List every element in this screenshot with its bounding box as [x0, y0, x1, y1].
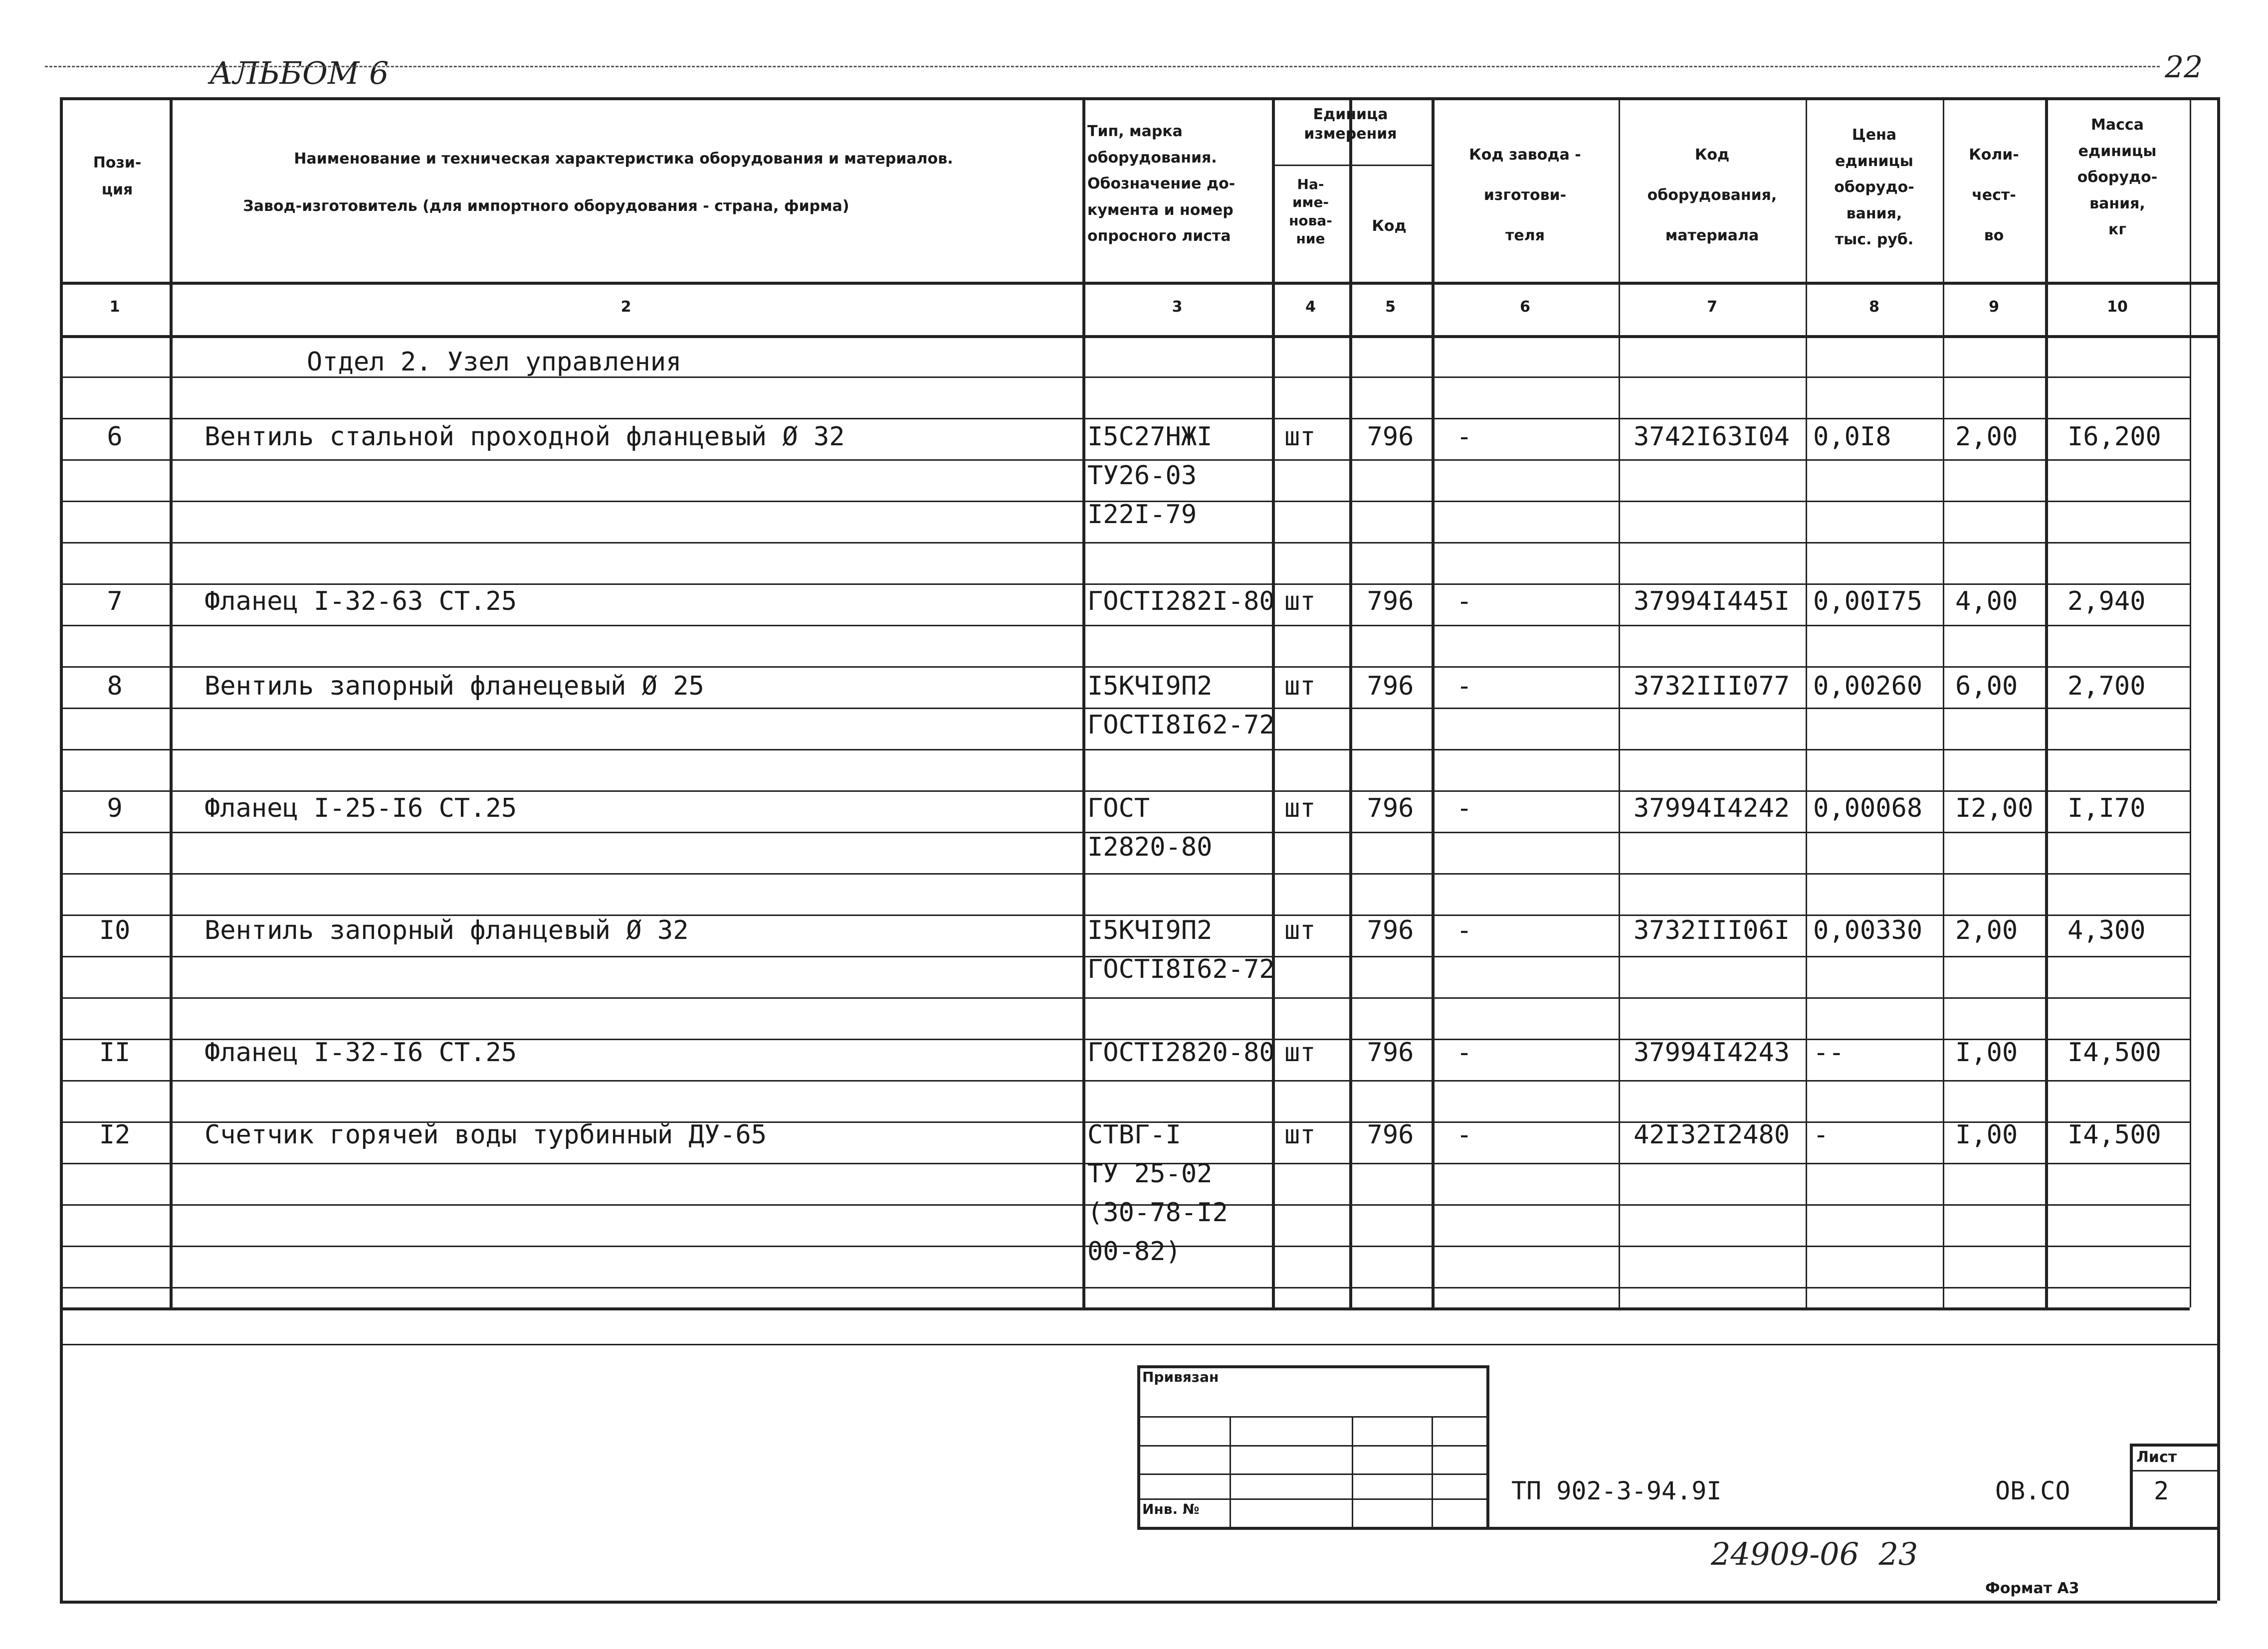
column-number: 8 [1869, 298, 1879, 316]
title-block-rule [1137, 1498, 1486, 1500]
row-name: Вентиль запорный фланецевый Ø 25 [205, 671, 704, 701]
header-col-position: Пози- ция [93, 154, 142, 198]
row-factory-code: - [1456, 916, 1472, 945]
row-unit-code: 796 [1367, 586, 1414, 616]
row-material-code: 37994I445I [1634, 586, 1790, 616]
row-name: Вентиль стальной проходной фланцевый Ø 32 [205, 422, 845, 452]
title-block-inv: Инв. № [1142, 1501, 1200, 1517]
row-mass: 4,300 [2067, 916, 2146, 945]
title-block-divider [1230, 1416, 1231, 1527]
column-number: 3 [1172, 298, 1183, 316]
colnum-bottom-border [60, 335, 2217, 338]
row-position: II [99, 1038, 131, 1068]
row-rule [60, 625, 2190, 626]
row-position: 6 [107, 422, 123, 452]
row-type: (30-78-I2 [1087, 1198, 1228, 1228]
row-price: 0,00I75 [1813, 586, 1923, 616]
handwritten-number: 24909-06 23 [1711, 1536, 1918, 1572]
row-quantity: I2,00 [1955, 793, 2034, 823]
row-rule [60, 1287, 2190, 1288]
row-rule [60, 997, 2190, 999]
row-rule [60, 790, 2190, 792]
row-unit-code: 796 [1367, 671, 1414, 701]
row-material-code: 3742I63I04 [1634, 422, 1790, 452]
row-unit: шт [1284, 1038, 1316, 1068]
row-factory-code: - [1456, 1038, 1472, 1068]
frame-outer-bottom [60, 1601, 2217, 1604]
title-block-section: ОВ.СО [1995, 1476, 2070, 1505]
title-block-bottom [1137, 1527, 2217, 1530]
title-block-divider [1432, 1416, 1433, 1527]
row-position: I0 [99, 916, 131, 945]
column-number: 7 [1707, 298, 1717, 316]
row-type: I5КЧI9П2 [1087, 916, 1213, 945]
column-number: 1 [109, 298, 120, 316]
row-rule [60, 542, 2190, 544]
row-unit: шт [1284, 793, 1316, 823]
row-unit-code: 796 [1367, 1038, 1414, 1068]
header-col-factory: Код завода - изготови- теля [1469, 146, 1581, 244]
row-unit-code: 796 [1367, 422, 1414, 452]
row-name: Фланец I-32-I6 СТ.25 [205, 1038, 517, 1068]
row-unit-code: 796 [1367, 1120, 1414, 1150]
row-mass: I,I70 [2067, 793, 2146, 823]
row-unit-code: 796 [1367, 916, 1414, 945]
row-name: Вентиль запорный фланцевый Ø 32 [205, 916, 689, 945]
page-number: 22 [2165, 50, 2203, 85]
row-position: 8 [107, 671, 123, 701]
header-col-type: Тип, марка оборудования. Обозначение до- кумента и номер опросного листа [1087, 123, 1236, 245]
row-rule [60, 583, 2190, 585]
column-divider [1272, 97, 1275, 1307]
header-col-qty: Коли- чест- во [1969, 146, 2019, 244]
row-position: 9 [107, 793, 123, 823]
frame-bottom [60, 1344, 2217, 1345]
row-name: Счетчик горячей воды турбинный ДУ-65 [205, 1120, 767, 1150]
row-type: СТВГ-I [1087, 1120, 1181, 1150]
row-unit: шт [1284, 916, 1316, 945]
row-material-code: 37994I4242 [1634, 793, 1790, 823]
column-number: 9 [1989, 298, 1999, 316]
column-number: 2 [620, 298, 631, 316]
sheet-box-top [2130, 1444, 2217, 1447]
title-block-sheet-label: Лист [2136, 1449, 2177, 1466]
column-number: 10 [2107, 298, 2128, 316]
title-block-top [1137, 1365, 1486, 1368]
row-unit: шт [1284, 671, 1316, 701]
title-block-privyazan: Привязан [1142, 1369, 1219, 1385]
header-col-unit-code: Код [1372, 217, 1407, 235]
row-price: - [1813, 1120, 1829, 1150]
row-quantity: 2,00 [1955, 422, 2018, 452]
row-type: ТУ26-03 [1087, 461, 1197, 491]
title-block-rule [1137, 1445, 1486, 1447]
row-name: Фланец I-32-63 СТ.25 [205, 586, 517, 616]
column-divider [1806, 97, 1807, 1307]
row-mass: 2,940 [2067, 586, 2146, 616]
row-type: I22I-79 [1087, 500, 1197, 530]
row-material-code: 3732III06I [1634, 916, 1790, 945]
row-type: 00-82) [1087, 1237, 1181, 1267]
row-price: 0,00260 [1813, 671, 1923, 701]
row-material-code: 37994I4243 [1634, 1038, 1790, 1068]
row-unit: шт [1284, 586, 1316, 616]
header-col-code: Код оборудования, материала [1647, 146, 1777, 244]
row-type: I5С27НЖI [1087, 422, 1213, 452]
row-mass: I4,500 [2067, 1120, 2161, 1150]
row-type: ГОСТI8I62-72 [1087, 710, 1275, 740]
column-divider [2190, 97, 2191, 1307]
row-rule [60, 749, 2190, 750]
header-col-price: Цена единицы оборудо- вания, тыс. руб. [1834, 126, 1914, 248]
row-rule [60, 418, 2190, 419]
row-type: I2820-80 [1087, 832, 1213, 862]
row-mass: I4,500 [2067, 1038, 2161, 1068]
title-block-doc-code: ТП 902-3-94.9I [1511, 1476, 1722, 1505]
header-col-unit-group: Единица измерения [1304, 106, 1397, 143]
row-factory-code: - [1456, 1120, 1472, 1150]
title-block-sheet: 2 [2154, 1476, 2169, 1505]
column-divider [1943, 97, 1944, 1307]
row-name: Фланец I-25-I6 СТ.25 [205, 793, 517, 823]
title-block-rule [1137, 1473, 1486, 1475]
table-top-border [60, 97, 2217, 100]
header-col-name-line2: Завод-изготовитель (для импортного оборудования - страна, фирма) [243, 197, 849, 215]
section-title: Отдел 2. Узел управления [307, 347, 682, 377]
header-col-mass: Масса единицы оборудо- вания, кг [2077, 116, 2158, 238]
header-col-unit-name: На- име- нова- ние [1289, 176, 1332, 247]
row-mass: I6,200 [2067, 422, 2161, 452]
row-material-code: 3732III077 [1634, 671, 1790, 701]
row-rule [60, 873, 2190, 875]
column-number: 6 [1520, 298, 1530, 316]
row-quantity: 2,00 [1955, 916, 2018, 945]
row-position: 7 [107, 586, 123, 616]
row-price: -- [1813, 1038, 1845, 1068]
row-position: I2 [99, 1120, 131, 1150]
row-factory-code: - [1456, 671, 1472, 701]
row-type: I5КЧI9П2 [1087, 671, 1213, 701]
row-factory-code: - [1456, 422, 1472, 452]
row-rule [60, 1080, 2190, 1082]
column-divider [170, 97, 173, 1307]
row-quantity: 6,00 [1955, 671, 2018, 701]
title-block-rule [1137, 1416, 1486, 1418]
row-quantity: I,00 [1955, 1038, 2018, 1068]
row-type: ГОСТI8I62-72 [1087, 954, 1275, 984]
title-block-divider [1352, 1416, 1353, 1527]
column-divider [1432, 97, 1435, 1307]
row-unit: шт [1284, 1120, 1316, 1150]
album-label: АЛЬБОМ 6 [209, 55, 389, 91]
body-bottom-border [60, 1307, 2190, 1310]
header-col-name-line1: Наименование и техническая характеристика оборудования и материалов. [294, 150, 953, 168]
column-number: 5 [1385, 298, 1396, 316]
row-price: 0,00330 [1813, 916, 1923, 945]
row-mass: 2,700 [2067, 671, 2146, 701]
title-block-divider [1137, 1365, 1140, 1527]
row-material-code: 42I32I2480 [1634, 1120, 1790, 1150]
row-factory-code: - [1456, 793, 1472, 823]
frame-left [60, 97, 63, 1601]
column-divider [2045, 97, 2048, 1307]
row-quantity: I,00 [1955, 1120, 2018, 1150]
column-number: 4 [1305, 298, 1316, 316]
top-dashed-line [45, 66, 2160, 67]
sheet-box-left [2130, 1444, 2133, 1527]
column-divider [1619, 97, 1620, 1307]
row-price: 0,00068 [1813, 793, 1923, 823]
header-bottom-border [60, 282, 2217, 285]
row-rule [60, 708, 2190, 709]
sheet-box-split [2130, 1470, 2217, 1471]
row-type: ГОСТ [1087, 793, 1150, 823]
frame-right [2217, 97, 2220, 1601]
row-unit-code: 796 [1367, 793, 1414, 823]
row-unit: шт [1284, 422, 1316, 452]
title-block-divider [1486, 1365, 1489, 1527]
row-type: ГОСТI2820-80 [1087, 1038, 1275, 1068]
column-divider [1082, 97, 1085, 1307]
row-type: ТУ 25-02 [1087, 1159, 1213, 1189]
row-price: 0,0I8 [1813, 422, 1891, 452]
row-type: ГОСТI282I-80 [1087, 586, 1275, 616]
row-rule [60, 666, 2190, 668]
row-quantity: 4,00 [1955, 586, 2018, 616]
row-factory-code: - [1456, 586, 1472, 616]
format-label: Формат А3 [1985, 1580, 2079, 1597]
